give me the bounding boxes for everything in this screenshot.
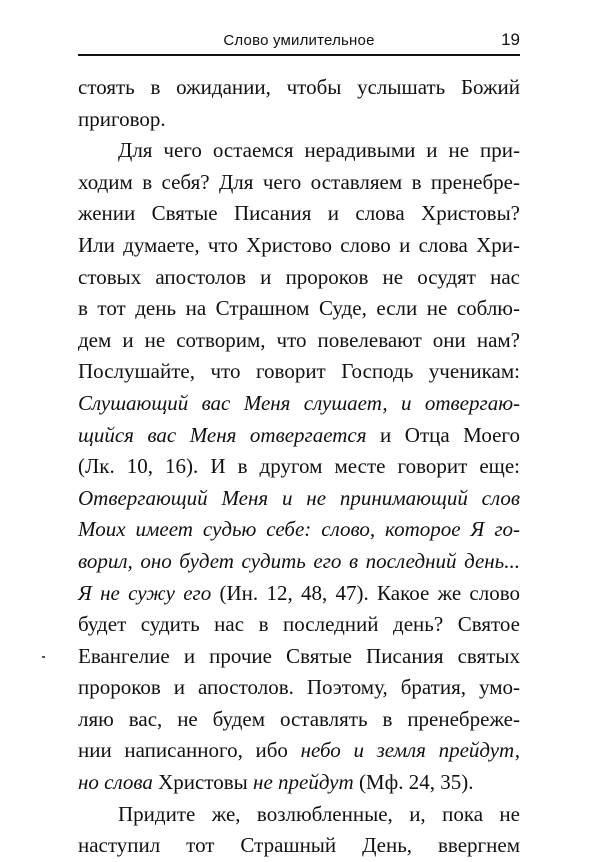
text-line: в тот день на Страшном Суде, если не соблю-	[78, 296, 520, 321]
text-line: щийся вас Меня отвергается и Отца Моего	[78, 422, 520, 447]
text-line: будет судить нас в последний день? Святое	[78, 612, 520, 637]
print-speck	[42, 656, 45, 658]
running-title: Слово умилительное	[223, 32, 375, 49]
text-line	[78, 514, 520, 546]
text-line: стовых апостолов и пророков не осудят нас	[78, 264, 520, 289]
text-line: (Лк. 10, 16). И в другом месте говорит еще:	[78, 454, 520, 479]
page-number: 19	[501, 30, 520, 49]
text-line: Евангелие и прочие Святые Писания святых	[78, 643, 520, 668]
text-line: но слова Христовы не прейдут (Мф. 24, 35).	[78, 770, 474, 795]
text-line	[78, 546, 520, 578]
scripture-quote: Отвергающий Меня и не принимающий слов	[78, 485, 520, 510]
scripture-quote: не прейдут	[253, 770, 354, 795]
text-line	[78, 388, 520, 420]
scripture-quote: Моих имеет судью себе: слово, которое Я го-	[78, 517, 520, 542]
body-text	[78, 72, 520, 862]
text-line: нии написанного, ибо небо и земля прейдут,	[78, 738, 520, 763]
page-header	[78, 28, 520, 56]
scripture-quote: Слушающий вас Меня слушает, и отвергаю-	[78, 390, 520, 415]
scripture-quote: ворил, оно будет судить его в последний день...	[78, 548, 520, 573]
scripture-quote: щийся вас Меня отвергается	[78, 422, 367, 447]
text-line: наступил тот Страшный День, ввергнем	[78, 833, 520, 858]
text-line: Или думаете, что Христово слово и слова Хри-	[78, 232, 520, 257]
text-line: ляю вас, не будем оставлять в пренебреже-	[78, 706, 520, 731]
text-line: приговор.	[78, 106, 166, 131]
text-line: Я не сужу его (Ин. 12, 48, 47). Какое же слово	[78, 580, 520, 605]
text-line: дем и не сотворим, что повелевают они нам?	[78, 327, 520, 352]
scripture-quote: но слова	[78, 770, 153, 795]
text-line	[78, 483, 520, 515]
scripture-quote: Я не сужу его	[78, 580, 212, 605]
text-line: Для чего остаемся нерадивыми и не при-	[118, 138, 520, 163]
text-line: Послушайте, что говорит Господь ученикам:	[78, 359, 520, 384]
text-line: ходим в себя? Для чего оставляем в пренебре-	[78, 169, 520, 194]
text-line: стоять в ожидании, чтобы услышать Божий	[78, 75, 520, 99]
text-line: жении Святые Писания и слова Христовы?	[78, 201, 520, 226]
text-line: Придите же, возлюбленные, и, пока не	[118, 801, 520, 826]
scripture-quote: небо и земля прейдут,	[300, 738, 520, 763]
text-line: пророков и апостолов. Поэтому, братия, умо-	[78, 675, 520, 700]
